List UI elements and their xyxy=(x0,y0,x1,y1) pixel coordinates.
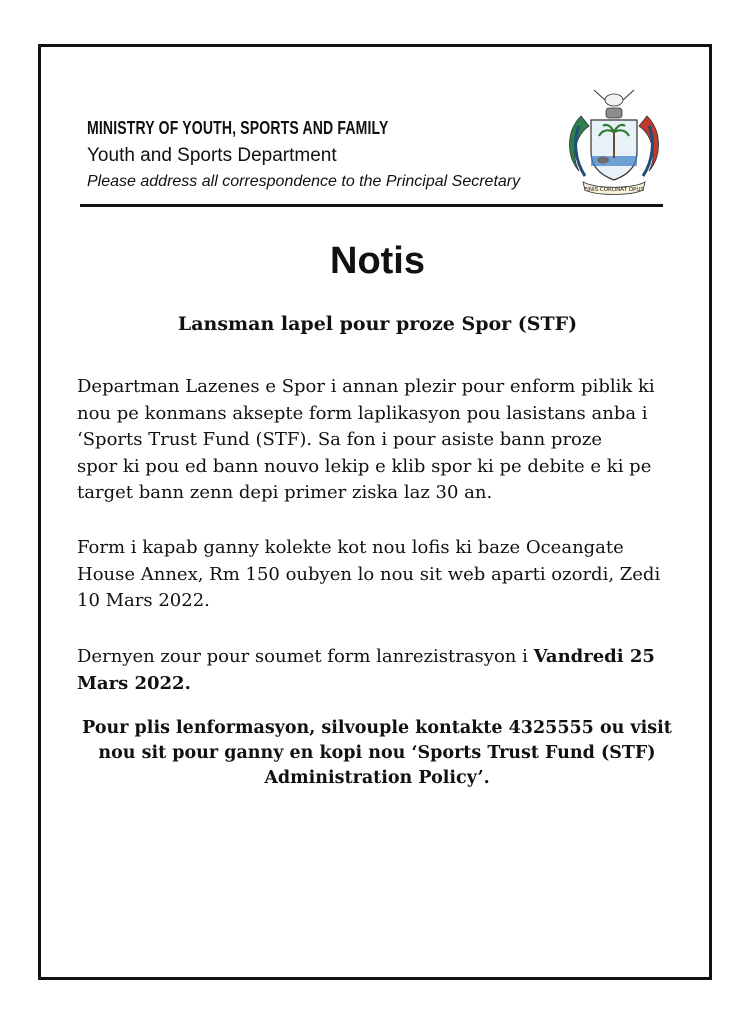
deadline-text: Dernyen zour pour soumet form lanrezistrasyon i xyxy=(77,646,534,667)
paragraph-line: target bann zenn depi primer ziska laz 30 an. xyxy=(77,482,493,503)
closing-line: Administration Policy’. xyxy=(264,768,490,788)
deadline-date: Vandredi 25 xyxy=(533,646,655,667)
header-divider xyxy=(80,204,663,207)
paragraph-line: Departman Lazenes e Spor i annan plezir pour enform piblik ki xyxy=(77,376,655,397)
deadline-date-continued: Mars 2022. xyxy=(77,672,191,694)
paragraph-line: spor ki pou ed bann nouvo lekip e klib spor ki pe debite e ki pe xyxy=(77,455,652,477)
paragraph-line: nou pe konmans aksepte form laplikasyon pou lasistans anba i xyxy=(77,402,648,424)
contact-info xyxy=(72,716,682,791)
paragraph-deadline xyxy=(77,644,677,697)
paragraph-line: 10 Mars 2022. xyxy=(77,590,210,611)
paragraph-line: Form i kapab ganny kolekte kot nou lofis ki baze Oceangate xyxy=(77,537,624,558)
paragraph-collection xyxy=(77,535,677,615)
coat-of-arms-icon xyxy=(561,86,667,196)
ministry-name: MINISTRY OF YOUTH, SPORTS AND FAMILY xyxy=(87,118,389,138)
notice-title: Notis xyxy=(330,240,425,282)
closing-line: nou sit pour ganny en kopi nou ‘Sports Trust Fund (STF) xyxy=(98,743,656,763)
closing-line: Pour plis lenformasyon, silvouple kontakte 4325555 ou visit xyxy=(82,718,672,738)
crest-motto: FINIS CORONAT OPUS xyxy=(584,187,644,193)
notice-subtitle: Lansman lapel pour proze Spor (STF) xyxy=(177,313,578,335)
department-name: Youth and Sports Department xyxy=(87,145,337,166)
paragraph-announcement xyxy=(77,374,677,507)
paragraph-line: House Annex, Rm 150 oubyen lo nou sit web aparti ozordi, Zedi xyxy=(77,563,661,585)
paragraph-line: ‘Sports Trust Fund (STF). Sa fon i pour asiste bann proze xyxy=(77,429,603,450)
correspondence-note: Please address all correspondence to the Principal Secretary xyxy=(87,173,521,190)
